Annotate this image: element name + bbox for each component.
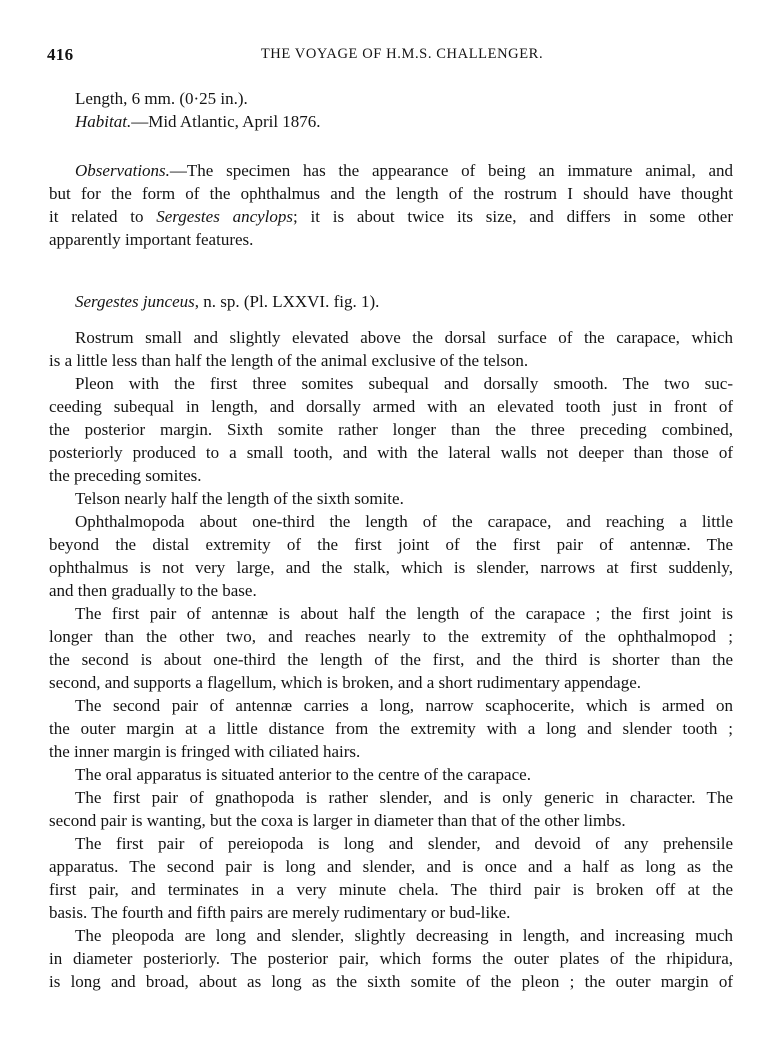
text-line: but for the form of the ophthalmus and the length of the rostrum I should have thought [49, 184, 733, 203]
habitat-text: —Mid Atlantic, April 1876. [131, 112, 321, 131]
species-heading: Sergestes junceus, n. sp. (Pl. LXXVI. fig. 1). [75, 292, 380, 311]
text-line: and then gradually to the base. [49, 581, 257, 600]
text-line: the inner margin is fringed with ciliated hairs. [49, 742, 361, 761]
running-header [47, 45, 733, 69]
text-line: ceeding subequal in length, and dorsally armed with an elevated tooth just in front of [49, 397, 733, 416]
text-line: Telson nearly half the length of the sixth somite. [75, 489, 404, 508]
text-line: The second pair of antennæ carries a long, narrow scaphocerite, which is armed on [75, 696, 733, 715]
text-line: Ophthalmopoda about one-third the length of the carapace, and reaching a little [75, 512, 733, 531]
text-line: beyond the distal extremity of the first joint of the first pair of antennæ. The [49, 535, 733, 554]
text-line: is a little less than half the length of the animal exclusive of the telson. [49, 351, 529, 370]
specimen-habitat [75, 111, 733, 133]
species-name: Sergestes junceus [75, 292, 195, 311]
text-line: apparatus. The second pair is long and slender, and is once and a half as long as the [49, 857, 733, 876]
text-line: The first pair of pereiopoda is long and slender, and devoid of any prehensile [75, 834, 733, 853]
text-line: The pleopoda are long and slender, slightly decreasing in length, and increasing much [75, 926, 733, 945]
text-line: basis. The fourth and fifth pairs are merely rudimentary or bud-like. [49, 903, 511, 922]
text-line: Pleon with the first three somites subequal and dorsally smooth. The two suc- [75, 374, 733, 393]
observations-label: Observations. [75, 161, 170, 180]
text-line: the posterior margin. Sixth somite rather longer than the three preceding combined, [49, 420, 733, 439]
text-line: Rostrum small and slightly elevated above the dorsal surface of the carapace, which [75, 328, 733, 347]
text-line: the preceding somites. [49, 466, 202, 485]
text-line: longer than the other two, and reaches nearly to the extremity of the ophthalmopod ; [49, 627, 733, 646]
text-line: apparently important features. [49, 230, 254, 249]
text-line: is long and broad, about as long as the sixth somite of the pleon ; the outer margin of [49, 972, 733, 991]
habitat-label: Habitat. [75, 112, 132, 131]
text-line: second pair is wanting, but the coxa is larger in diameter than that of the other limbs. [49, 811, 626, 830]
specimen-length: Length, 6 mm. (0·25 in.). [75, 89, 248, 108]
text-line: The first pair of gnathopoda is rather slender, and is only generic in character. The [75, 788, 733, 807]
species-reference: Sergestes ancylops [156, 207, 294, 226]
text-line: second, and supports a flagellum, which is broken, and a short rudimentary appendage. [49, 673, 642, 692]
text-line: the second is about one-third the length of the first, and the third is shorter than the [49, 650, 733, 669]
running-title: THE VOYAGE OF H.M.S. CHALLENGER. [260, 46, 544, 62]
text-line: first pair, and terminates in a very minute chela. The third pair is broken off at the [49, 880, 733, 899]
page-number: 416 [47, 45, 74, 64]
text-line: it related to Sergestes ancylops; it is about twice its size, and differs in some other [49, 207, 733, 226]
text-line: ophthalmus is not very large, and the stalk, which is slender, narrows at first suddenly, [49, 558, 733, 577]
text-line: Observations.—The specimen has the appearance of being an immature animal, and [75, 161, 733, 180]
text-line: in diameter posteriorly. The posterior pair, which forms the outer plates of the rhipidura, [49, 949, 733, 968]
text-line: the outer margin at a little distance from the extremity with a long and slender tooth ; [49, 719, 733, 738]
text-line: The oral apparatus is situated anterior to the centre of the carapace. [75, 765, 531, 784]
text-line: posteriorly produced to a small tooth, and with the lateral walls not deeper than those of [49, 443, 733, 462]
text-line: The first pair of antennæ is about half the length of the carapace ; the first joint is [75, 604, 733, 623]
